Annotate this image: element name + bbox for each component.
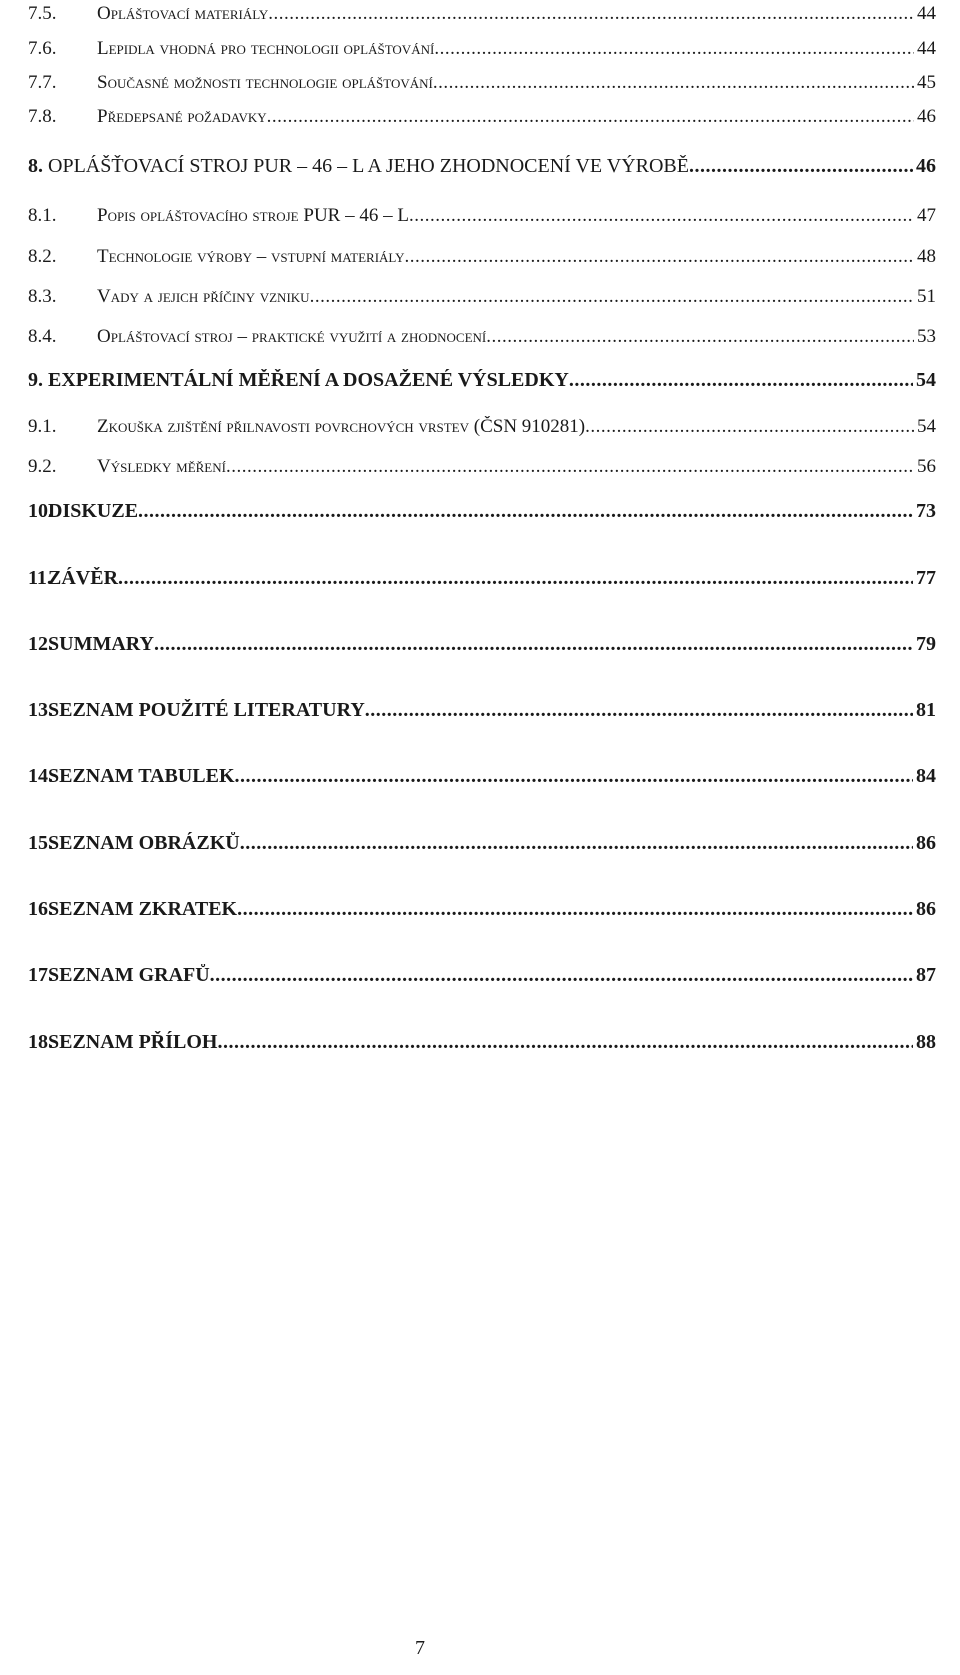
toc-entry-page: 48 <box>917 246 936 267</box>
toc-entry-line <box>48 964 936 987</box>
toc-entry-number: 8.4. <box>28 326 57 347</box>
toc-leader-dots <box>569 369 913 392</box>
toc-leader-dots <box>267 106 914 128</box>
toc-entry-number: 7.6. <box>28 38 57 59</box>
toc-entry-number: 8.2. <box>28 246 57 267</box>
toc-entry-line <box>48 765 936 788</box>
toc-entry-page: 84 <box>916 765 936 787</box>
toc-entry-number: 18. <box>28 1031 53 1053</box>
toc-entry-title: Předepsané požadavky <box>97 106 267 127</box>
toc-entry-number: 9.1. <box>28 416 57 437</box>
toc-entry-page: 54 <box>917 416 936 437</box>
toc-entry-page: 86 <box>916 898 936 920</box>
toc-leader-dots <box>237 898 913 921</box>
toc-leader-dots <box>486 326 914 348</box>
toc-entry-12[interactable] <box>0 628 960 662</box>
toc-leader-dots <box>226 456 914 478</box>
toc-entry-number: 9.2. <box>28 456 57 477</box>
toc-leader-dots <box>689 155 913 178</box>
toc-entry-number: 10. <box>28 500 53 522</box>
toc-leader-dots <box>365 699 913 722</box>
toc-entry-line <box>48 567 936 590</box>
toc-entry-title: Lepidla vhodná pro technologii opláštování <box>97 38 435 59</box>
toc-entry-line <box>97 72 936 94</box>
toc-leader-dots <box>585 416 914 438</box>
toc-entry-number: 8. <box>28 155 43 177</box>
toc-entry-title: SUMMARY <box>48 633 154 655</box>
toc-entry-number: 13. <box>28 699 53 721</box>
toc-entry-18[interactable] <box>0 1026 960 1060</box>
toc-entry-title: Opláštovací stroj – praktické využití a zhodnocení <box>97 326 487 347</box>
toc-entry-number: 7.5. <box>28 3 57 24</box>
toc-leader-dots <box>310 286 914 308</box>
toc-entry-page: 56 <box>917 456 936 477</box>
toc-entry-number: 11. <box>28 567 52 589</box>
toc-leader-dots <box>235 765 913 788</box>
toc-leader-dots <box>268 3 914 25</box>
toc-entry-11[interactable] <box>0 562 960 596</box>
toc-entry-title: Výsledky měření <box>97 456 226 477</box>
toc-entry-number: 14. <box>28 765 53 787</box>
toc-entry-title: Opláštovací materiály <box>97 3 269 24</box>
toc-entry-7-6[interactable] <box>0 32 960 66</box>
toc-entry-15[interactable] <box>0 827 960 861</box>
toc-entry-page: 44 <box>917 3 936 24</box>
toc-entry-page: 81 <box>916 699 936 721</box>
toc-entry-line <box>48 898 936 921</box>
toc-entry-line <box>48 1031 936 1054</box>
toc-entry-page: 54 <box>916 369 936 391</box>
toc-entry-page: 88 <box>916 1031 936 1053</box>
toc-entry-line <box>97 205 936 227</box>
toc-entry-title: EXPERIMENTÁLNÍ MĚŘENÍ A DOSAŽENÉ VÝSLEDKY <box>48 369 569 391</box>
toc-entry-7-5[interactable] <box>0 0 960 31</box>
toc-entry-title: ZÁVĚR <box>48 567 119 589</box>
toc-entry-page: 46 <box>916 155 936 177</box>
toc-entry-number: 7.7. <box>28 72 57 93</box>
toc-entry-page: 87 <box>916 964 936 986</box>
toc-entry-7-8[interactable] <box>0 100 960 134</box>
toc-entry-17[interactable] <box>0 959 960 993</box>
toc-entry-title: Popis opláštovacího stroje PUR – 46 – L <box>97 205 409 226</box>
toc-entry-number: 15. <box>28 832 53 854</box>
toc-entry-number: 17. <box>28 964 53 986</box>
toc-entry-line <box>97 286 936 308</box>
toc-entry-14[interactable] <box>0 760 960 794</box>
toc-entry-title: SEZNAM TABULEK <box>48 765 235 787</box>
toc-entry-title: SEZNAM GRAFŮ <box>48 964 210 986</box>
toc-leader-dots <box>433 72 914 94</box>
toc-entry-number: 16. <box>28 898 53 920</box>
toc-entry-page: 45 <box>917 72 936 93</box>
toc-entry-number: 7.8. <box>28 106 57 127</box>
toc-entry-line <box>97 38 936 60</box>
toc-entry-title: OPLÁŠŤOVACÍ STROJ PUR – 46 – L A JEHO ZHODNOCENÍ VE VÝROBĚ <box>48 155 689 177</box>
toc-entry-9[interactable] <box>0 364 960 398</box>
toc-entry-7-7[interactable] <box>0 66 960 100</box>
toc-entry-8[interactable] <box>0 150 960 184</box>
toc-entry-title: Technologie výroby – vstupní materiály <box>97 246 405 267</box>
toc-entry-title: Současné možnosti technologie opláštování <box>97 72 433 93</box>
toc-entry-line <box>97 456 936 478</box>
toc-entry-page: 44 <box>917 38 936 59</box>
toc-entry-title: SEZNAM ZKRATEK <box>48 898 238 920</box>
toc-entry-10[interactable] <box>0 495 960 529</box>
toc-entry-8-4[interactable] <box>0 320 960 354</box>
toc-entry-line <box>97 246 936 268</box>
toc-leader-dots <box>409 205 914 227</box>
toc-entry-page: 53 <box>917 326 936 347</box>
toc-leader-dots <box>210 964 913 987</box>
toc-entry-line <box>48 155 936 178</box>
toc-entry-page: 77 <box>916 567 936 589</box>
toc-entry-16[interactable] <box>0 893 960 927</box>
toc-entry-page: 73 <box>916 500 936 522</box>
toc-leader-dots <box>434 38 914 60</box>
toc-entry-8-2[interactable] <box>0 240 960 274</box>
toc-entry-title: SEZNAM PŘÍLOH <box>48 1031 218 1053</box>
toc-leader-dots <box>118 567 913 590</box>
toc-entry-line <box>48 699 936 722</box>
toc-leader-dots <box>240 832 913 855</box>
toc-entry-title: SEZNAM POUŽITÉ LITERATURY <box>48 699 365 721</box>
page-number: 7 <box>415 1637 425 1659</box>
toc-entry-title: Vady a jejich příčiny vzniku <box>97 286 310 307</box>
toc-leader-dots <box>404 246 914 268</box>
toc-leader-dots <box>138 500 913 523</box>
toc-entry-number: 8.1. <box>28 205 57 226</box>
toc-entry-line <box>48 369 936 392</box>
toc-entry-page: 46 <box>917 106 936 127</box>
toc-leader-dots <box>154 633 913 656</box>
toc-entry-line <box>48 633 936 656</box>
toc-entry-page: 51 <box>917 286 936 307</box>
toc-entry-13[interactable] <box>0 694 960 728</box>
toc-entry-line <box>97 3 936 25</box>
toc-entry-page: 47 <box>917 205 936 226</box>
toc-entry-8-3[interactable] <box>0 280 960 314</box>
toc-entry-page: 86 <box>916 832 936 854</box>
toc-leader-dots <box>217 1031 913 1054</box>
toc-entry-line <box>97 106 936 128</box>
toc-entry-number: 8.3. <box>28 286 57 307</box>
toc-entry-9-2[interactable] <box>0 450 960 484</box>
toc-entry-title: Zkouška zjištění přilnavosti povrchových vrstev (ČSN 910281) <box>97 416 586 437</box>
toc-entry-number: 12. <box>28 633 53 655</box>
toc-entry-line <box>48 500 936 523</box>
toc-entry-title: DISKUZE <box>48 500 139 522</box>
toc-entry-title: SEZNAM OBRÁZKŮ <box>48 832 240 854</box>
toc-entry-line <box>97 326 936 348</box>
toc-entry-line <box>48 832 936 855</box>
toc-entry-8-1[interactable] <box>0 199 960 233</box>
toc-entry-page: 79 <box>916 633 936 655</box>
toc-entry-9-1[interactable] <box>0 410 960 444</box>
toc-entry-number: 9. <box>28 369 43 391</box>
toc-entry-line <box>97 416 936 438</box>
